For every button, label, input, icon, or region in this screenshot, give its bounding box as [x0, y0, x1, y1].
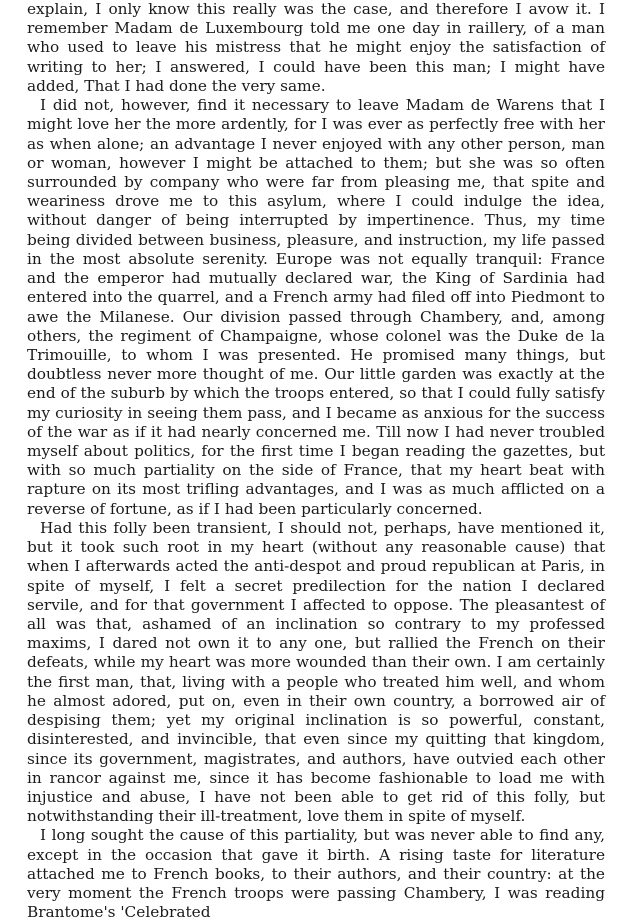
paragraph-madam-de-warens: I did not, however, find it necessary to leave Madam de Warens that I might love her the more ardently, for I was ever as perfectly free with her as when alone; an advantage I never enjoyed with any other person, man or woman, however I might be attached to them; but she was so often surrounded by company who were far from pleasing me, that spite and weariness drove me to this asylum, where I could indulge the idea, without danger of being interrupted by impertinence. Thus, my time being divided between business, pleasure, and instruction, my life passed in the most absolute serenity. Europe was not equally tranquil: France and the emperor had mutually declared war, the King of Sardinia had entered into the quarrel, and a French army had filed off into Piedmont to awe the Milanese. Our division passed through Chambery, and, among others, the regiment of Champaigne, whose colonel was the Duke de la Trimouille, to whom I was presented. He promised many things, but doubtless never more thought of me. Our little garden was exactly at the end of the suburb by which the troops entered, so that I could fully satisfy my curiosity in seeing them pass, and I became as anxious for the success of the war as if it had nearly concerned me. Till now I had never troubled myself about politics, for the first time I began reading the gazettes, but with so much partiality on the side of France, that my heart beat with rapture on its most trifling advantages, and I was as much afflicted on a reverse of fortune, as if I had been particularly concerned. — [27, 96, 605, 518]
paragraph-cause-of-partiality: I long sought the cause of this partiality, but was never able to find any, except in the occasion that gave it birth. A rising taste for literature attached me to French books, to their authors, and their country: at the very moment the French troops were passing Chambery, I was reading Brantome's 'Celebrated — [27, 826, 605, 922]
paragraph-folly-transient: Had this folly been transient, I should not, perhaps, have mentioned it, but it took such root in my heart (without any reasonable cause) that when I afterwards acted the anti-despot and proud republican at Paris, in spite of myself, I felt a secret predilection for the nation I declared servile, and for that government I affected to oppose. The pleasantest of all was that, ashamed of an inclination so contrary to my professed maxims, I dared not own it to any one, but rallied the French on their defeats, while my heart was more wounded than their own. I am certainly the first man, that, living with a people who treated him well, and whom he almost adored, put on, even in their own country, a borrowed air of despising them; yet my original inclination is so powerful, constant, disinterested, and invincible, that even since my quitting that kingdom, since its government, magistrates, and authors, have outvied each other in rancor against me, since it has become fashionable to load me with injustice and abuse, I have not been able to get rid of this folly, but notwithstanding their ill-treatment, love them in spite of myself. — [27, 518, 605, 826]
document-page — [27, 0, 605, 922]
paragraph-continuation: explain, I only know this really was the case, and therefore I avow it. I remember Madam de Luxembourg told me one day in raillery, of a man who used to leave his mistress that he might enjoy the satisfaction of writing to her; I answered, I could have been this man; I might have added, That I had done the very same. — [27, 0, 605, 95]
